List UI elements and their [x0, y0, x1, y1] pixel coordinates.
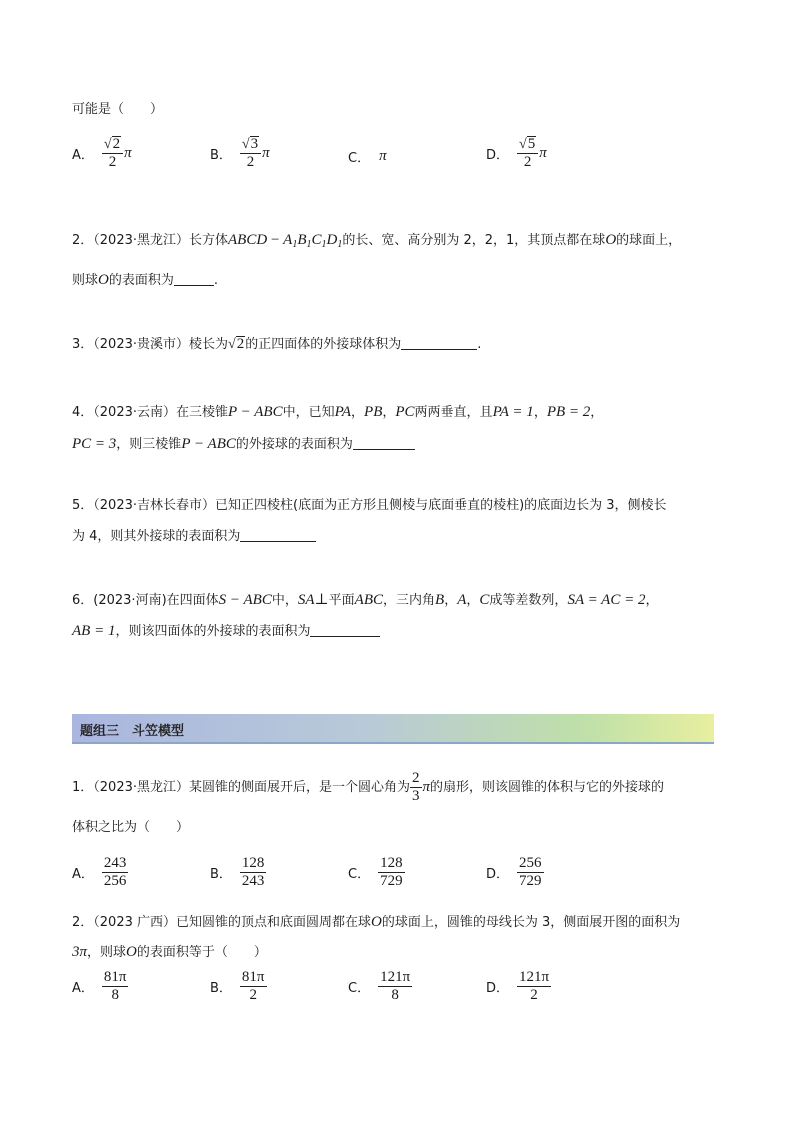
answer-blank[interactable]	[174, 271, 214, 286]
s3q2-option-d: D． $\frac{121\pi}{2}$	[486, 969, 550, 1003]
question-5-line-2: 为 4，则其外接球的表面积为	[72, 526, 316, 548]
s3q2-option-a: A． $\frac{81\pi}{8}$	[72, 969, 127, 1003]
question-6-line-2: AB = 1，则该四面体的外接球的表面积为	[72, 620, 380, 643]
question-6-line-1: 6．(2023·河南)在四面体S − ABC中，SA⊥平面ABC，三内角B，A，C成等差数列，SA = AC = 2，	[72, 592, 659, 608]
s3q1-option-a: A． $\frac{243}{256}$	[72, 855, 127, 889]
question-2-line-1: 2．（2023·黑龙江）长方体ABCD − $A_1B_1C_1D_1$的长、宽、高分别为 2，2，1，其顶点都在球O的球面上，	[72, 232, 682, 250]
s3q2-option-c: C． $\frac{121\pi}{8}$	[348, 969, 411, 1003]
question-3: 3．（2023·贵溪市）棱长为 √ 2 的正四面体的外接球体积为 .	[72, 336, 482, 352]
question-4-line-2: PC = 3，则三棱锥P − ABC的外接球的表面积为	[72, 433, 415, 456]
s3q1-option-c: C． $\frac{128}{729}$	[348, 855, 403, 889]
answer-blank[interactable]	[401, 335, 477, 350]
s3-question-2-line-1: 2．（2023 广西）已知圆锥的顶点和底面圆周都在球O的球面上，圆锥的母线长为 3，侧面展开图的面积为	[72, 914, 681, 930]
s3q1-option-b: B． $\frac{128}{243}$	[210, 855, 265, 889]
question-2-line-2: 则球O的表面积为 .	[72, 272, 219, 288]
s3q1-option-d: D． $\frac{256}{729}$	[486, 855, 542, 889]
s3-question-1-line-2: 体积之比为（ ）	[72, 820, 190, 835]
answer-blank[interactable]	[353, 435, 415, 450]
option-c: C． π	[348, 148, 387, 166]
section-banner	[72, 714, 714, 744]
option-d: D． √ 5 2 π	[486, 136, 547, 170]
answer-blank[interactable]	[310, 622, 380, 637]
s3-question-1-line-1: 1．（2023·黑龙江）某圆锥的侧面展开后，是一个圆心角为 $\frac{2}{3}$ π的扇形，则该圆锥的体积与它的外接球的	[72, 770, 665, 804]
s3-question-2-line-2: 3π，则球O的表面积等于（ ）	[72, 944, 267, 960]
sqrt-2: √ 2	[228, 336, 245, 352]
s3q2-option-b: B． $\frac{81\pi}{2}$	[210, 969, 265, 1003]
section-title: 题组三 斗笠模型	[80, 724, 185, 739]
option-a: A． √ 2 2 π	[72, 136, 132, 170]
option-b: B． √ 3 2 π	[210, 136, 270, 170]
question-5-line-1: 5．（2023·吉林长春市）已知正四棱柱(底面为正方形且侧棱与底面垂直的棱柱)的底面边长为 3，侧棱长	[72, 498, 667, 513]
answer-blank[interactable]	[240, 527, 316, 542]
intro-text: 可能是（ ）	[72, 102, 164, 117]
question-4-line-1: 4．（2023·云南）在三棱锥P − ABC中，已知PA，PB，PC两两垂直，且PA = 1，PB = 2，	[72, 404, 604, 420]
